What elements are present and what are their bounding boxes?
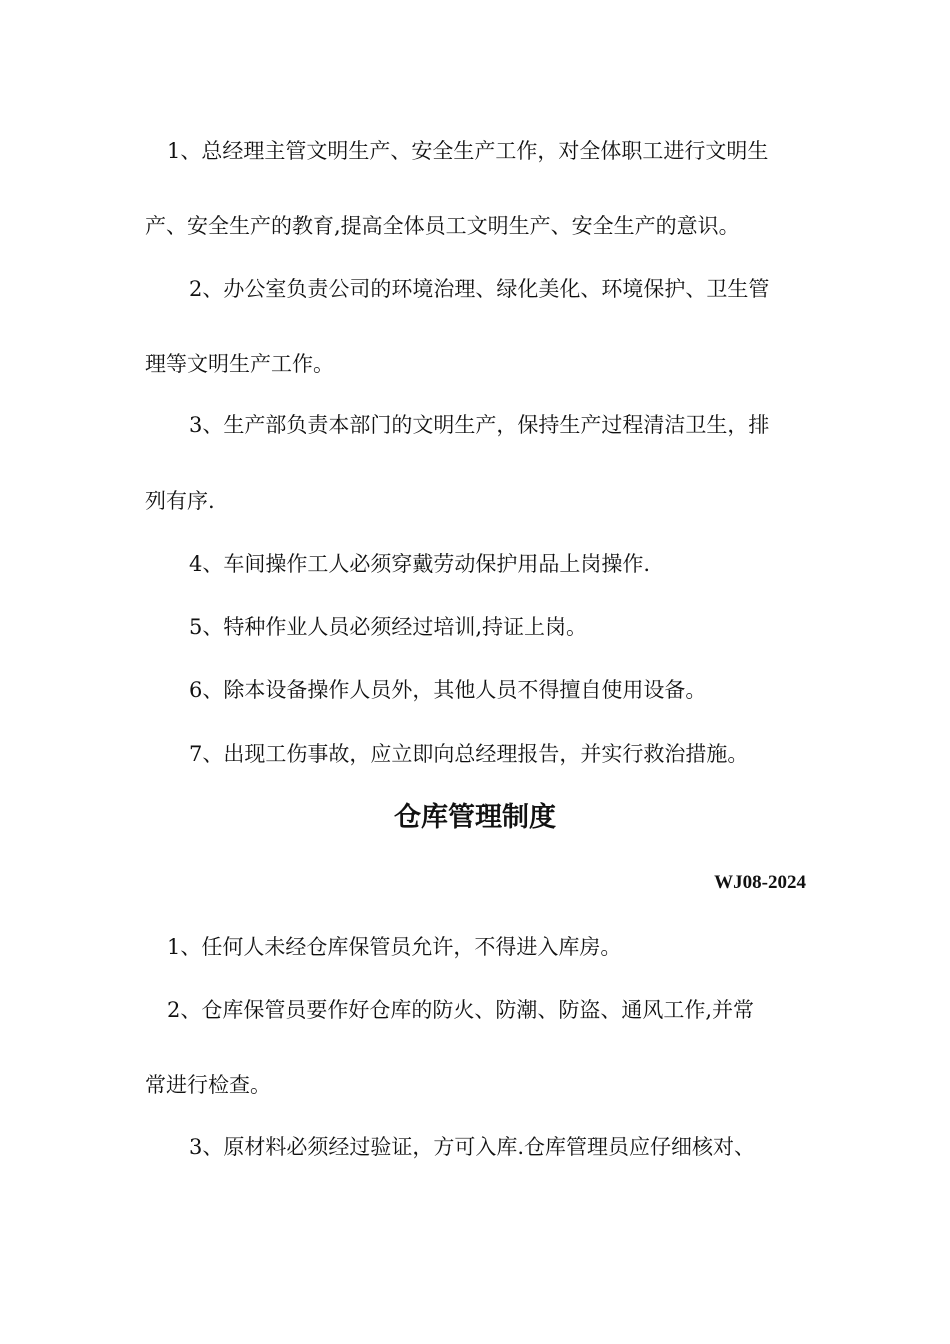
paragraph-3-line-2: 列有序. [145,489,215,513]
paragraph-6: 6、除本设备操作人员外，其他人员不得擅自使用设备。 [189,678,707,702]
warehouse-paragraph-1: 1、任何人未经仓库保管员允许，不得进入库房。 [167,935,622,959]
warehouse-paragraph-2-line-2: 常进行检查。 [145,1073,271,1097]
document-code: WJ08-2024 [714,872,806,893]
warehouse-paragraph-2-line-1: 2、仓库保管员要作好仓库的防火、防潮、防盗、通风工作,并常 [167,998,755,1022]
paragraph-2-line-1: 2、办公室负责公司的环境治理、绿化美化、环境保护、卫生管 [189,277,770,301]
paragraph-2-line-2: 理等文明生产工作。 [145,352,334,376]
paragraph-7: 7、出现工伤事故，应立即向总经理报告，并实行救治措施。 [189,742,749,766]
warehouse-paragraph-3-line-1: 3、原材料必须经过验证，方可入库.仓库管理员应仔细核对、 [189,1135,756,1159]
paragraph-5: 5、特种作业人员必须经过培训,持证上岗。 [189,615,588,639]
paragraph-1-line-2: 产、安全生产的教育,提高全体员工文明生产、安全生产的意识。 [145,214,740,238]
paragraph-3-line-1: 3、生产部负责本部门的文明生产，保持生产过程清洁卫生，排 [189,413,770,437]
paragraph-4: 4、车间操作工人必须穿戴劳动保护用品上岗操作. [189,552,651,576]
section-title: 仓库管理制度 [394,802,556,833]
paragraph-1-line-1: 1、总经理主管文明生产、安全生产工作，对全体职工进行文明生 [167,139,769,163]
